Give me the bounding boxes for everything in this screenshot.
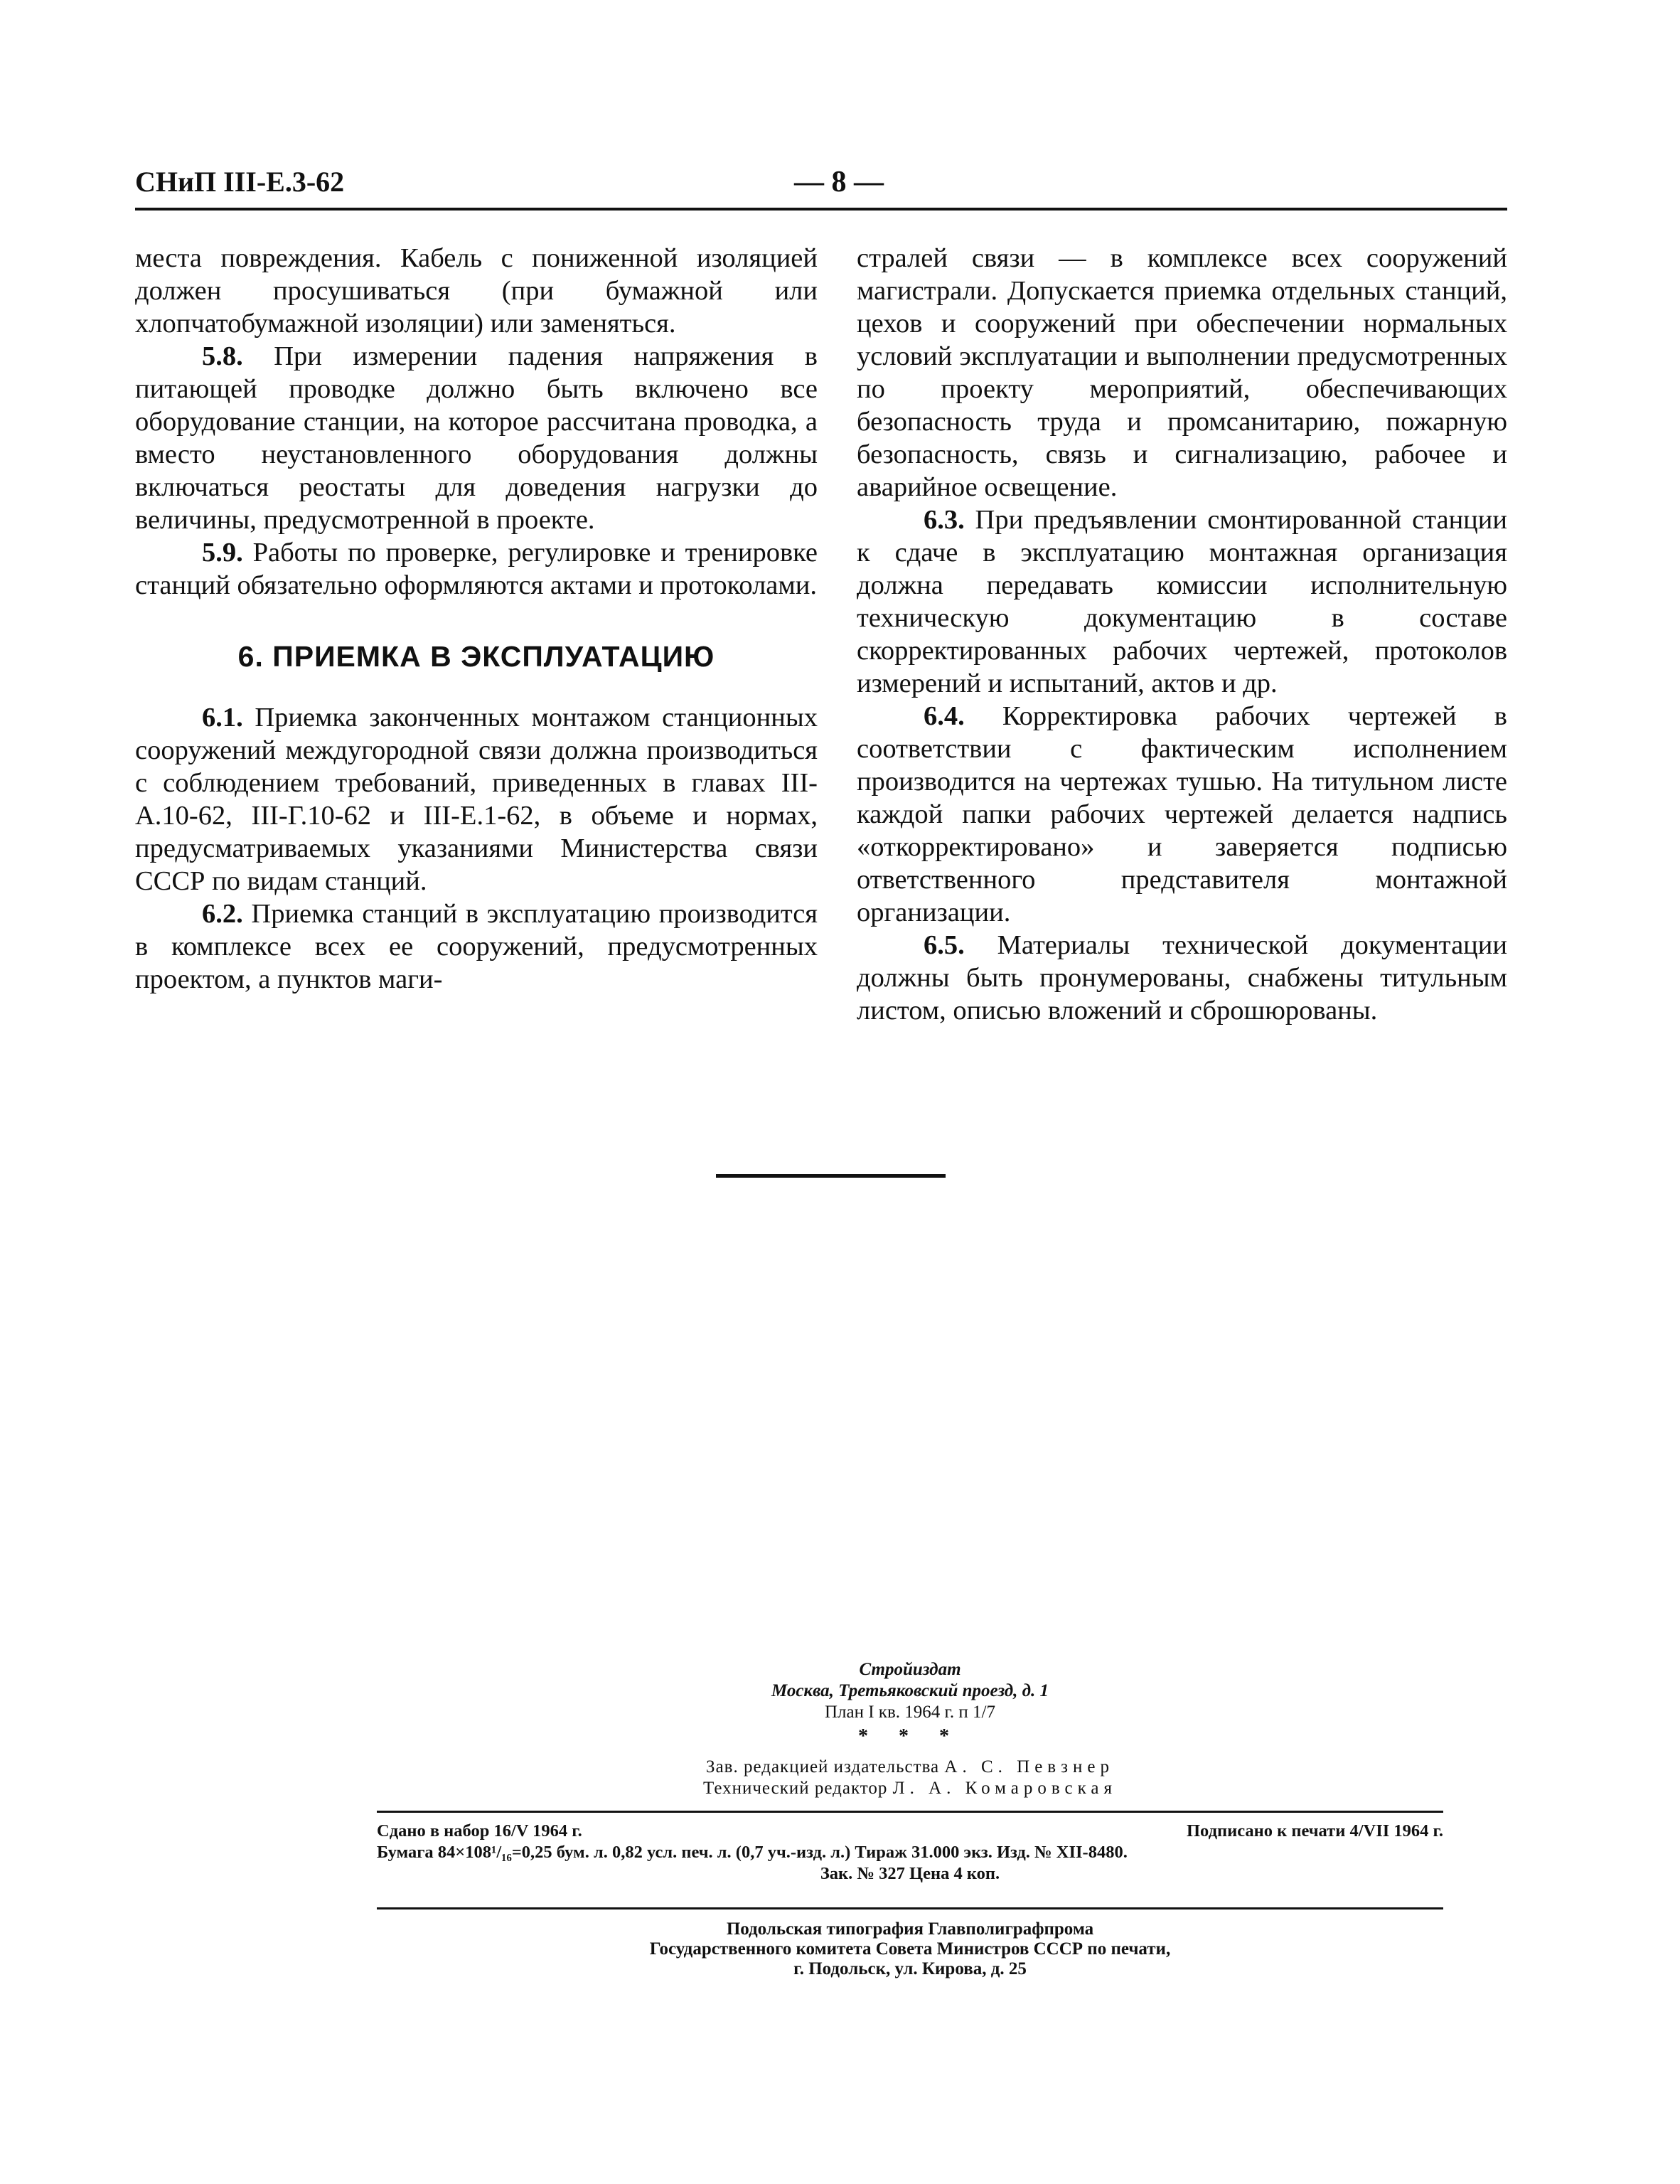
printer-line-3: г. Подольск, ул. Кирова, д. 25 (793, 1959, 1027, 1978)
clause-number: 6.1. (202, 703, 243, 733)
imprint-rule-top (377, 1811, 1443, 1813)
right-column (857, 242, 1507, 1027)
editors-block (377, 1757, 1443, 1799)
publisher-address: Москва, Третьяковский проезд, д. 1 (771, 1681, 1049, 1700)
paragraph-5-9 (135, 536, 818, 602)
paragraph-6-1 (135, 701, 818, 897)
paper-format: Бумага 84×108¹/₁₆=0,25 бум. л. 0,82 усл. печ. л. (0,7 уч.-изд. л.) Тираж 31.000 экз. Изд. № XII-8480. (377, 1843, 1128, 1862)
paragraph-continuation: места повреждения. Кабель с пониженной изоляцией должен просушиваться (при бумажной или хлопчатобумажной изоляции) или заменяться. (135, 243, 818, 339)
clause-text: Материалы технической документации должны быть пронумерованы, снабжены титульным листом, описью вложений и сброшюрованы. (857, 930, 1507, 1026)
paragraph-6-5 (857, 929, 1507, 1027)
end-of-text-rule (716, 1174, 946, 1178)
tech-editor-line (377, 1778, 1443, 1799)
section-title: 6. ПРИЕМКА В ЭКСПЛУАТАЦИЮ (237, 640, 715, 673)
order-price: Зак. № 327 Цена 4 коп. (820, 1864, 1000, 1883)
clause-text: Работы по проверке, регулировке и тренировке станций обязательно оформляются актами и протоколами. (135, 538, 818, 600)
paragraph-6-3 (857, 504, 1507, 700)
typeset-date: Сдано в набор 16/V 1964 г. (377, 1821, 582, 1841)
page-number: — 8 — (794, 166, 884, 198)
printer-line-2: Государственного комитета Совета Министров СССР по печати, (649, 1939, 1171, 1959)
publishing-plan: План I кв. 1964 г. п 1/7 (824, 1703, 996, 1722)
paragraph-continuation: стралей связи — в комплексе всех сооружений магистрали. Допускается приемка отдельных станций, цехов и сооружений при обеспечении нормальных условий эксплуатации и выполнении предусмотренных по проекту мероприятий, обеспечивающих безопасность труда и промсанитарию, пожарную безопасность, связь и сигнализацию, рабочее и аварийное освещение. (857, 243, 1507, 502)
publisher-block (377, 1659, 1443, 1702)
header-rule (135, 208, 1507, 211)
editor-name: А. С. Певзнер (944, 1757, 1114, 1777)
imprint-rule-bottom (377, 1907, 1443, 1909)
clause-number: 6.2. (202, 899, 243, 929)
signed-date: Подписано к печати 4/VII 1964 г. (1186, 1821, 1443, 1841)
separator-stars: * * * (858, 1725, 962, 1747)
clause-text: Приемка станций в эксплуатацию производится в комплексе всех ее сооружений, предусмотренных проектом, а пунктов маги- (135, 899, 818, 994)
clause-number: 6.3. (924, 505, 965, 535)
tech-editor-name: Л. А. Комаровская (892, 1779, 1117, 1798)
clause-number: 6.4. (924, 701, 965, 731)
paragraph-6-2 (135, 897, 818, 996)
clause-text: При предъявлении смонтированной станции к сдаче в эксплуатацию монтажная организация должна передавать комиссии исполнительную техническую документацию в составе скорректированных рабочих чертежей, протоколов измерений и испытаний, актов и др. (857, 505, 1507, 698)
clause-number: 5.9. (202, 538, 243, 568)
clause-text: При измерении падения напряжения в питающей проводке должно быть включено все оборудование станции, на которое рассчитана проводка, а вместо неустановленного оборудования должны включаться реостаты для доведения нагрузки до величины, предусмотренной в проекте. (135, 341, 818, 535)
paragraph-5-8 (135, 340, 818, 536)
tech-editor-role: Технический редактор (703, 1779, 888, 1798)
running-header (135, 165, 1507, 208)
editor-line (377, 1757, 1443, 1778)
clause-text: Корректировка рабочих чертежей в соответствии с фактическим исполнением производится на чертежах тушью. На титульном листе каждой папки рабочих чертежей делается надпись «откорректировано» и заверяется подписью ответственного представителя монтажной организации. (857, 701, 1507, 927)
clause-number: 5.8. (202, 341, 243, 371)
printer-line-1: Подольская типография Главполиграфпрома (726, 1919, 1094, 1939)
publisher-name: Стройиздат (859, 1660, 961, 1679)
clause-text: Приемка законченных монтажом станционных сооружений междугородной связи должна производиться с соблюдением требований, приведенных в главах III-А.10-62, III-Г.10-62 и III-Е.1-62, в объеме и нормах, предусматриваемых указаниями Министерства связи СССР по видам станций. (135, 703, 818, 896)
clause-number: 6.5. (924, 930, 965, 960)
document-code: СНиП III-Е.3-62 (135, 166, 345, 198)
paragraph-6-4 (857, 700, 1507, 929)
editor-role: Зав. редакцией издательства (706, 1757, 940, 1777)
left-column (135, 242, 818, 996)
